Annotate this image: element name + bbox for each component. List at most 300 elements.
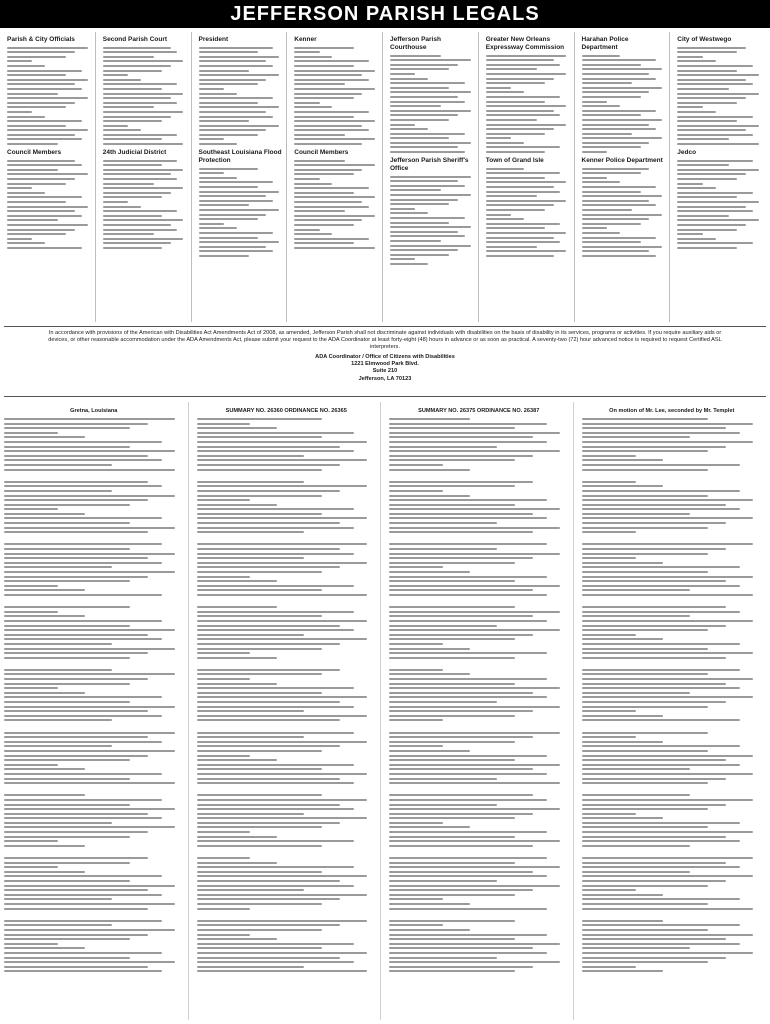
fine-print-line: [4, 736, 148, 738]
fine-print-line: [677, 134, 752, 136]
paragraph-gap: [197, 975, 377, 980]
fine-print-line: [389, 508, 560, 510]
fine-print-line: [294, 233, 332, 235]
fine-print-line: [103, 187, 184, 189]
notices-divider: [4, 396, 766, 397]
fine-print-line: [4, 741, 162, 743]
fine-print-line: [4, 652, 148, 654]
fine-print-line: [390, 68, 449, 70]
fine-print-line: [199, 172, 224, 174]
fine-print-line: [390, 199, 458, 201]
fine-print-line: [677, 97, 746, 99]
ada-address-line: Suite 210: [372, 368, 398, 375]
fine-print-line: [677, 233, 703, 235]
fine-print-line: [677, 83, 752, 85]
fine-print-line: [582, 459, 663, 461]
fine-print-line: [199, 195, 267, 197]
fine-print-line: [389, 638, 515, 640]
fine-print-line: [389, 620, 547, 622]
fine-print-line: [582, 177, 607, 179]
fine-print-line: [486, 68, 537, 70]
notice-heading: SUMMARY NO. 26375 ORDINANCE NO. 26387: [418, 408, 540, 414]
fine-print-line: [582, 648, 708, 650]
fine-print-line: [486, 209, 545, 211]
fine-print-line: [294, 238, 369, 240]
fine-print-line: [390, 87, 449, 89]
paragraph-gap: [389, 661, 569, 666]
fine-print-line: [582, 750, 708, 752]
fine-print-line: [294, 164, 375, 166]
fine-print-line: [197, 418, 323, 420]
fine-print-line: [197, 826, 323, 828]
fine-print-line: [582, 585, 741, 587]
fine-print-line: [294, 60, 369, 62]
fine-print-line: [677, 51, 737, 53]
fine-print-line: [197, 531, 305, 533]
directory-column: [579, 32, 671, 322]
fine-print-line: [389, 831, 547, 833]
fine-print-line: [677, 210, 752, 212]
fine-print-line: [197, 732, 355, 734]
fine-print-line: [390, 64, 458, 66]
fine-print-line: [103, 247, 162, 249]
fine-print-line: [197, 840, 355, 842]
fine-print-line: [486, 214, 511, 216]
fine-print-line: [197, 589, 323, 591]
fine-print-line: [4, 455, 148, 457]
fine-print-line: [389, 652, 547, 654]
fine-print-line: [199, 200, 274, 202]
fine-print-line: [486, 82, 545, 84]
fine-print-line: [582, 938, 726, 940]
paragraph-gap: [4, 849, 184, 854]
fine-print-line: [4, 934, 148, 936]
notice-heading: SUMMARY NO. 26360 ORDINANCE NO. 26365: [225, 408, 347, 414]
fine-print-line: [294, 242, 353, 244]
fine-print-line: [389, 898, 443, 900]
fine-print-line: [582, 128, 657, 130]
fine-print-line: [389, 866, 560, 868]
fine-print-line: [197, 970, 368, 972]
fine-print-line: [103, 111, 184, 113]
fine-print-line: [197, 903, 323, 905]
fine-print-line: [199, 232, 274, 234]
fine-print-line: [582, 719, 741, 721]
fine-print-line: [197, 625, 341, 627]
fine-print-line: [4, 794, 85, 796]
fine-print-line: [197, 611, 355, 613]
fine-print-line: [677, 247, 737, 249]
fine-print-line: [389, 481, 533, 483]
fine-print-line: [197, 580, 278, 582]
fine-print-line: [677, 79, 746, 81]
fine-print-line: [389, 432, 560, 434]
fine-print-line: [389, 736, 533, 738]
paragraph-gap: [4, 473, 184, 478]
paragraph-gap: [389, 599, 569, 604]
fine-print-line: [7, 93, 58, 95]
fine-print-line: [486, 96, 561, 98]
notice-heading: On motion of Mr. Lee, seconded by Mr. Templet: [609, 408, 735, 414]
fine-print-line: [677, 229, 737, 231]
fine-print-line: [7, 169, 58, 171]
fine-print-line: [582, 947, 690, 949]
fine-print-line: [4, 692, 85, 694]
fine-print-line: [486, 146, 561, 148]
fine-print-line: [582, 804, 726, 806]
fine-print-line: [390, 146, 458, 148]
fine-print-line: [4, 508, 58, 510]
fine-print-line: [197, 522, 341, 524]
fine-print-line: [4, 880, 130, 882]
fine-print-line: [4, 464, 112, 466]
fine-print-line: [677, 242, 752, 244]
fine-print-line: [389, 826, 470, 828]
fine-print-line: [389, 773, 547, 775]
fine-print-line: [197, 938, 278, 940]
fine-print-line: [7, 116, 45, 118]
fine-print-line: [197, 485, 368, 487]
fine-print-line: [582, 151, 607, 153]
fine-print-line: [582, 903, 708, 905]
fine-print-line: [103, 178, 178, 180]
fine-print-line: [103, 169, 184, 171]
fine-print-line: [582, 214, 663, 216]
fine-print-line: [390, 91, 471, 93]
fine-print-line: [582, 436, 690, 438]
fine-print-line: [389, 957, 497, 959]
fine-print-line: [197, 952, 368, 954]
fine-print-line: [103, 56, 154, 58]
fine-print-line: [389, 683, 515, 685]
fine-print-line: [103, 88, 162, 90]
fine-print-line: [4, 571, 175, 573]
fine-print-line: [294, 138, 375, 140]
fine-print-line: [197, 898, 341, 900]
fine-print-line: [103, 47, 171, 49]
fine-print-line: [486, 181, 567, 183]
fine-print-line: [389, 531, 533, 533]
fine-print-line: [197, 432, 355, 434]
directory-divider: [4, 326, 766, 327]
fine-print-line: [582, 195, 663, 197]
fine-print-line: [390, 245, 471, 247]
fine-print-line: [197, 629, 355, 631]
fine-print-line: [486, 151, 545, 153]
fine-print-line: [4, 701, 130, 703]
fine-print-line: [4, 782, 175, 784]
fine-print-line: [582, 957, 726, 959]
fine-print-line: [582, 543, 753, 545]
fine-print-line: [582, 59, 657, 61]
fine-print-line: [4, 857, 148, 859]
fine-print-line: [197, 450, 355, 452]
fine-print-line: [582, 218, 650, 220]
fine-print-line: [197, 715, 368, 717]
fine-print-line: [7, 134, 75, 136]
paragraph-gap: [4, 724, 184, 729]
fine-print-line: [389, 687, 560, 689]
fine-print-line: [582, 227, 607, 229]
fine-print-line: [199, 83, 258, 85]
fine-print-line: [582, 831, 753, 833]
fine-print-line: [103, 65, 171, 67]
fine-print-line: [677, 196, 737, 198]
fine-print-line: [294, 196, 375, 198]
fine-print-line: [4, 450, 175, 452]
fine-print-line: [389, 885, 560, 887]
fine-print-line: [389, 571, 470, 573]
fine-print-line: [294, 47, 353, 49]
fine-print-line: [389, 576, 547, 578]
fine-print-line: [582, 732, 708, 734]
fine-print-line: [199, 65, 274, 67]
fine-print-line: [4, 485, 162, 487]
fine-print-line: [582, 441, 753, 443]
fine-print-line: [199, 88, 224, 90]
fine-print-line: [197, 924, 341, 926]
fine-print-line: [582, 611, 741, 613]
fine-print-line: [582, 871, 690, 873]
fine-print-line: [4, 750, 175, 752]
fine-print-line: [582, 114, 641, 116]
fine-print-line: [582, 64, 641, 66]
fine-print-line: [390, 240, 441, 242]
fine-print-line: [4, 836, 130, 838]
fine-print-line: [389, 513, 533, 515]
fine-print-line: [197, 527, 355, 529]
fine-print-line: [197, 594, 368, 596]
fine-print-line: [197, 966, 305, 968]
fine-print-line: [4, 706, 175, 708]
fine-print-line: [4, 543, 162, 545]
fine-print-line: [582, 606, 726, 608]
fine-print-line: [103, 196, 162, 198]
fine-print-line: [582, 110, 657, 112]
directory-heading: Harahan Police Department: [581, 36, 629, 51]
fine-print-line: [389, 908, 547, 910]
fine-print-line: [4, 938, 130, 940]
fine-print-line: [389, 804, 497, 806]
fine-print-line: [7, 192, 45, 194]
fine-print-line: [4, 490, 112, 492]
fine-print-line: [582, 204, 657, 206]
fine-print-line: [582, 490, 741, 492]
fine-print-line: [4, 719, 112, 721]
paragraph-gap: [582, 473, 763, 478]
fine-print-line: [677, 56, 703, 58]
fine-print-line: [197, 459, 368, 461]
fine-print-line: [197, 822, 341, 824]
fine-print-line: [197, 606, 278, 608]
fine-print-line: [582, 250, 650, 252]
paragraph-gap: [389, 724, 569, 729]
fine-print-line: [199, 93, 237, 95]
fine-print-line: [103, 125, 128, 127]
fine-print-line: [389, 427, 515, 429]
fine-print-line: [197, 683, 278, 685]
fine-print-line: [4, 957, 130, 959]
fine-print-line: [199, 56, 280, 58]
fine-print-line: [390, 222, 449, 224]
fine-print-line: [197, 517, 368, 519]
fine-print-line: [389, 423, 547, 425]
fine-print-line: [582, 557, 636, 559]
fine-print-line: [582, 794, 690, 796]
fine-print-line: [4, 673, 175, 675]
fine-print-line: [582, 464, 741, 466]
fine-print-line: [582, 423, 753, 425]
fine-print-line: [7, 79, 88, 81]
fine-print-line: [582, 894, 663, 896]
fine-print-line: [486, 241, 561, 243]
fine-print-line: [582, 96, 641, 98]
fine-print-line: [486, 133, 545, 135]
fine-print-line: [582, 73, 650, 75]
fine-print-line: [389, 485, 515, 487]
fine-print-line: [199, 74, 280, 76]
directory-heading: City of Westwego: [677, 36, 732, 43]
fine-print-line: [582, 562, 663, 564]
fine-print-line: [486, 124, 567, 126]
fine-print-line: [389, 527, 560, 529]
fine-print-line: [103, 83, 178, 85]
fine-print-line: [4, 531, 148, 533]
fine-print-line: [389, 952, 547, 954]
fine-print-line: [582, 625, 726, 627]
fine-print-line: [4, 527, 175, 529]
paragraph-gap: [4, 975, 184, 980]
paragraph-gap: [582, 724, 763, 729]
fine-print-line: [582, 237, 657, 239]
fine-print-line: [582, 826, 708, 828]
fine-print-line: [7, 206, 88, 208]
fine-print-line: [199, 47, 274, 49]
fine-print-line: [197, 455, 305, 457]
fine-print-line: [103, 129, 141, 131]
fine-print-line: [197, 490, 341, 492]
fine-print-line: [486, 172, 561, 174]
paragraph-gap: [197, 473, 377, 478]
fine-print-line: [4, 920, 162, 922]
fine-print-line: [582, 764, 741, 766]
fine-print-line: [199, 181, 274, 183]
fine-print-line: [4, 625, 130, 627]
fine-print-line: [389, 504, 515, 506]
fine-print-line: [197, 862, 278, 864]
fine-print-line: [197, 701, 341, 703]
fine-print-line: [389, 606, 515, 608]
fine-print-line: [389, 836, 515, 838]
directory-heading: Greater New Orleans Expressway Commission: [485, 36, 565, 51]
fine-print-line: [199, 250, 274, 252]
directory-column: [196, 32, 288, 322]
fine-print-line: [7, 173, 88, 175]
fine-print-line: [197, 648, 323, 650]
fine-print-line: [390, 119, 449, 121]
fine-print-line: [677, 70, 737, 72]
fine-print-line: [582, 508, 741, 510]
fine-print-line: [199, 51, 258, 53]
fine-print-line: [4, 678, 148, 680]
fine-print-line: [390, 235, 465, 237]
fine-print-line: [199, 186, 258, 188]
fine-print-line: [103, 116, 171, 118]
fine-print-line: [582, 710, 636, 712]
fine-print-line: [389, 648, 470, 650]
fine-print-line: [103, 60, 184, 62]
fine-print-line: [197, 794, 323, 796]
fine-print-line: [389, 548, 497, 550]
fine-print-line: [389, 517, 547, 519]
fine-print-line: [582, 943, 741, 945]
paragraph-gap: [582, 787, 763, 792]
fine-print-line: [4, 970, 162, 972]
fine-print-line: [197, 799, 368, 801]
fine-print-line: [582, 427, 726, 429]
fine-print-line: [389, 961, 560, 963]
fine-print-line: [389, 768, 533, 770]
fine-print-line: [486, 55, 567, 57]
fine-print-line: [582, 589, 690, 591]
fine-print-line: [294, 206, 369, 208]
fine-print-line: [7, 97, 88, 99]
fine-print-line: [390, 249, 458, 251]
fine-print-line: [4, 576, 148, 578]
fine-print-line: [4, 894, 162, 896]
fine-print-line: [677, 65, 752, 67]
fine-print-line: [582, 527, 708, 529]
fine-print-line: [4, 522, 130, 524]
fine-print-line: [4, 924, 112, 926]
fine-print-line: [582, 634, 636, 636]
fine-print-line: [294, 51, 319, 53]
notice-column: [4, 402, 189, 1020]
fine-print-line: [486, 250, 567, 252]
fine-print-line: [4, 808, 175, 810]
fine-print-line: [7, 210, 75, 212]
fine-print-line: [582, 172, 641, 174]
fine-print-line: [197, 427, 278, 429]
fine-print-line: [4, 657, 130, 659]
fine-print-line: [389, 553, 560, 555]
fine-print-line: [197, 745, 341, 747]
fine-print-line: [582, 68, 663, 70]
fine-print-line: [390, 189, 441, 191]
fine-print-line: [582, 566, 741, 568]
fine-print-line: [389, 840, 560, 842]
fine-print-line: [103, 120, 162, 122]
paragraph-gap: [582, 536, 763, 541]
fine-print-line: [294, 247, 375, 249]
fine-print-line: [197, 831, 251, 833]
fine-print-line: [7, 143, 58, 145]
fine-print-line: [389, 436, 533, 438]
fine-print-line: [4, 732, 175, 734]
fine-print-line: [4, 866, 58, 868]
fine-print-line: [4, 580, 130, 582]
fine-print-line: [294, 215, 375, 217]
fine-print-line: [197, 553, 355, 555]
fine-print-line: [390, 124, 415, 126]
fine-print-line: [294, 178, 319, 180]
directory-column: [483, 32, 575, 322]
fine-print-line: [582, 142, 650, 144]
fine-print-line: [582, 813, 636, 815]
fine-print-line: [197, 947, 323, 949]
fine-print-line: [677, 219, 758, 221]
fine-print-line: [7, 83, 75, 85]
